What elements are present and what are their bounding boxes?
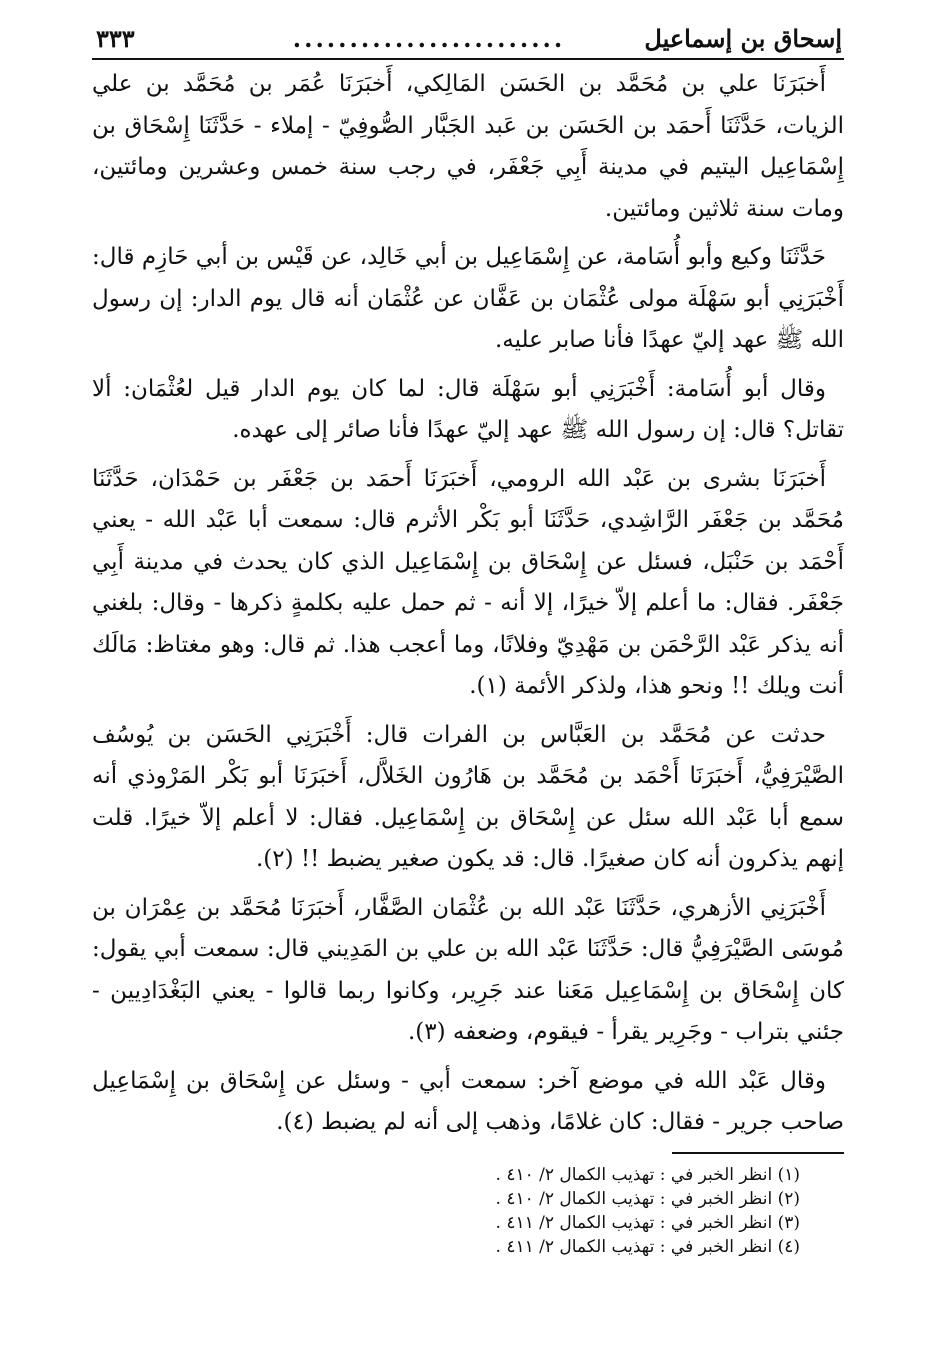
- page-number: ٣٣٣: [96, 24, 135, 53]
- footnotes: [92, 1164, 844, 1258]
- main-text: [92, 64, 844, 1144]
- paragraph: أَخبَرَنَا علي بن مُحَمَّد بن الحَسَن المَالِكي، أَخبَرَنَا عُمَر بن مُحَمَّد بن علي الزيات، حَدَّثَنَا أَحمَد بن الحَسَن بن عَبد الجَبَّار الصُّوفِيّ - إملاء - حَدَّثَنَا إِسْحَاق بن إِسْمَاعِيل اليتيم في مدينة أَبِي جَعْفَر، في رجب سنة خمس وعشرين ومائتين، ومات سنة ثلاثين ومائتين.: [92, 71, 844, 222]
- running-title: إسحاق بن إسماعيل: [644, 24, 842, 53]
- paragraph: أَخبَرَنَا بشرى بن عَبْد الله الرومي، أَخبَرَنَا أَحمَد بن جَعْفَر بن حَمْدَان، حَدَّثَنَا مُحَمَّد بن جَعْفَر الرَّاشِدي، حَدَّثَنَا أبو بَكْر الأثرم قال: سمعت أبا عَبْد الله - يعني أَحْمَد بن حَنْبَل، فسئل عن إِسْحَاق بن إِسْمَاعِيل الذي كان يحدث في مدينة أَبِي جَعْفَر. فقال: ما أعلم إلاّ خيرًا، إلا أنه - ثم حمل عليه بكلمةٍ ذكرها - وقال: بلغني أنه يذكر عَبْد الرَّحْمَن بن مَهْدِيّ وفلانًا، وما أعجب هذا. ثم قال: وهو مغتاظ: مَالَك أنت ويلك !! ونحو هذا، ولذكر الأئمة (١).: [92, 465, 844, 699]
- header-dot-leader: ........................: [292, 24, 566, 53]
- paragraph: وقال عَبْد الله في موضع آخر: سمعت أبي - وسئل عن إِسْحَاق بن إِسْمَاعِيل صاحب جرير - فقال: كان غلامًا، وذهب إلى أنه لم يضبط (٤).: [92, 1067, 844, 1135]
- footnote: (١) انظر الخبر في : تهذيب الكمال ٢/ ٤١٠ .: [495, 1164, 800, 1185]
- footnote: (٣) انظر الخبر في : تهذيب الكمال ٢/ ٤١١ .: [495, 1212, 800, 1233]
- paragraph: حَدَّثَنَا وكيع وأبو أُسَامة، عن إِسْمَاعِيل بن أبي خَالِد، عن قَيْس بن أبي حَازِم قال: أَخْبَرَنِي أبو سَهْلَة مولى عُثْمَان بن عَفَّان عن عُثْمَان أنه قال يوم الدار: إن رسول الله ﷺ عهد إليّ عهدًا فأنا صابر عليه.: [92, 244, 844, 353]
- page-header: [92, 22, 844, 60]
- footnote: (٤) انظر الخبر في : تهذيب الكمال ٢/ ٤١١ .: [495, 1236, 800, 1257]
- paragraph: وقال أبو أُسَامة: أَخْبَرَنِي أبو سَهْلَة قال: لما كان يوم الدار قيل لعُثْمَان: ألا تقاتل؟ قال: إن رسول الله ﷺ عهد إليّ عهدًا فأنا صائر إلى عهده.: [92, 375, 844, 443]
- footnote: (٢) انظر الخبر في : تهذيب الكمال ٢/ ٤١٠ .: [495, 1188, 800, 1209]
- paragraph: حدثت عن مُحَمَّد بن العَبَّاس بن الفرات قال: أَخْبَرَنِي الحَسَن بن يُوسُف الصَّيْرَفِيُّ، أَخبَرَنَا أَحْمَد بن مُحَمَّد بن هَارُون الخَلاَّل، أَخبَرَنَا أبو بَكْر المَرْوذي أنه سمع أبا عَبْد الله سئل عن إِسْحَاق بن إِسْمَاعِيل. فقال: لا أعلم إلاّ خيرًا. قلت إنهم يذكرون أنه كان صغيرًا. قال: قد يكون صغير يضبط !! (٢).: [92, 721, 844, 872]
- book-page: [92, 22, 844, 1260]
- footnote-separator: [672, 1152, 844, 1154]
- paragraph: أَخْبَرَنِي الأزهري، حَدَّثَنَا عَبْد الله بن عُثْمَان الصَّفَّار، أَخبَرَنَا مُحَمَّد بن عِمْرَان بن مُوسَى الصَّيْرَفِيُّ قال: حَدَّثَنَا عَبْد الله بن علي بن المَدِيني قال: سمعت أبي يقول: كان إِسْحَاق بن إِسْمَاعِيل مَعَنا عند جَرِير، وكانوا ربما قالوا - يعني البَغْدَادِيين - جئني بتراب - وجَرِير يقرأ - فيقوم، وضعفه (٣).: [92, 894, 844, 1045]
